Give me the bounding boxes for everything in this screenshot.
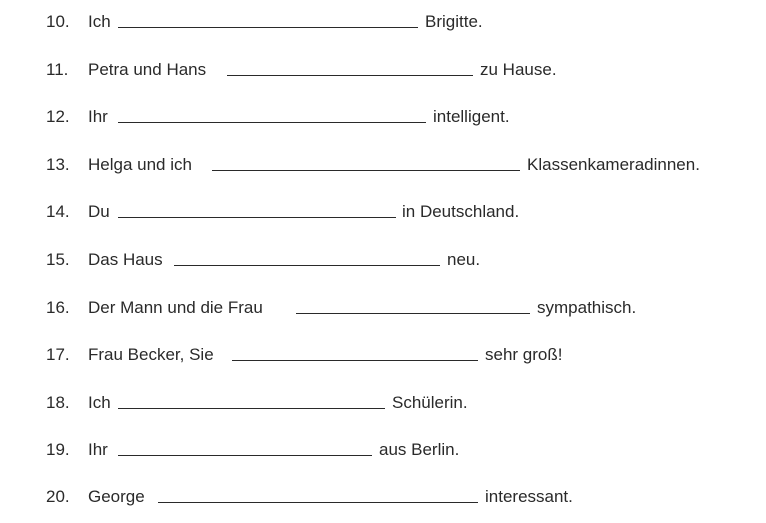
exercise-number: 18.: [46, 393, 70, 412]
sentence-end: Klassenkameradinnen.: [527, 155, 700, 174]
exercise-number: 10.: [46, 12, 70, 31]
sentence-end: zu Hause.: [480, 60, 557, 79]
exercise-number: 19.: [46, 440, 70, 459]
exercise-number: 20.: [46, 487, 70, 506]
answer-blank[interactable]: [118, 27, 418, 28]
sentence-end: Brigitte.: [425, 12, 483, 31]
answer-blank[interactable]: [158, 502, 478, 503]
exercise-number: 14.: [46, 202, 70, 221]
answer-blank[interactable]: [118, 455, 372, 456]
sentence-start: Du: [88, 202, 110, 221]
sentence-start: Ich: [88, 12, 111, 31]
sentence-end: aus Berlin.: [379, 440, 460, 459]
exercise-number: 17.: [46, 345, 70, 364]
answer-blank[interactable]: [118, 217, 396, 218]
sentence-start: Das Haus: [88, 250, 163, 269]
exercise-number: 12.: [46, 107, 70, 126]
answer-blank[interactable]: [227, 75, 473, 76]
exercise-number: 11.: [46, 60, 69, 79]
sentence-start: Frau Becker, Sie: [88, 345, 214, 364]
sentence-end: sehr groß!: [485, 345, 563, 364]
sentence-start: Ihr: [88, 107, 108, 126]
exercise-number: 16.: [46, 298, 70, 317]
answer-blank[interactable]: [174, 265, 440, 266]
sentence-start: Der Mann und die Frau: [88, 298, 263, 317]
sentence-start: George: [88, 487, 145, 506]
sentence-start: Ich: [88, 393, 111, 412]
sentence-end: in Deutschland.: [402, 202, 520, 221]
sentence-start: Petra und Hans: [88, 60, 207, 79]
sentence-end: neu.: [447, 250, 481, 269]
exercise-number: 15.: [46, 250, 70, 269]
answer-blank[interactable]: [232, 360, 478, 361]
sentence-start: Ihr: [88, 440, 108, 459]
answer-blank[interactable]: [118, 408, 385, 409]
exercise-number: 13.: [46, 155, 70, 174]
sentence-end: interessant.: [485, 487, 573, 506]
sentence-end: Schülerin.: [392, 393, 468, 412]
sentence-start: Helga und ich: [88, 155, 192, 174]
answer-blank[interactable]: [296, 313, 530, 314]
answer-blank[interactable]: [118, 122, 426, 123]
answer-blank[interactable]: [212, 170, 520, 171]
sentence-end: sympathisch.: [537, 298, 637, 317]
sentence-end: intelligent.: [433, 107, 510, 126]
